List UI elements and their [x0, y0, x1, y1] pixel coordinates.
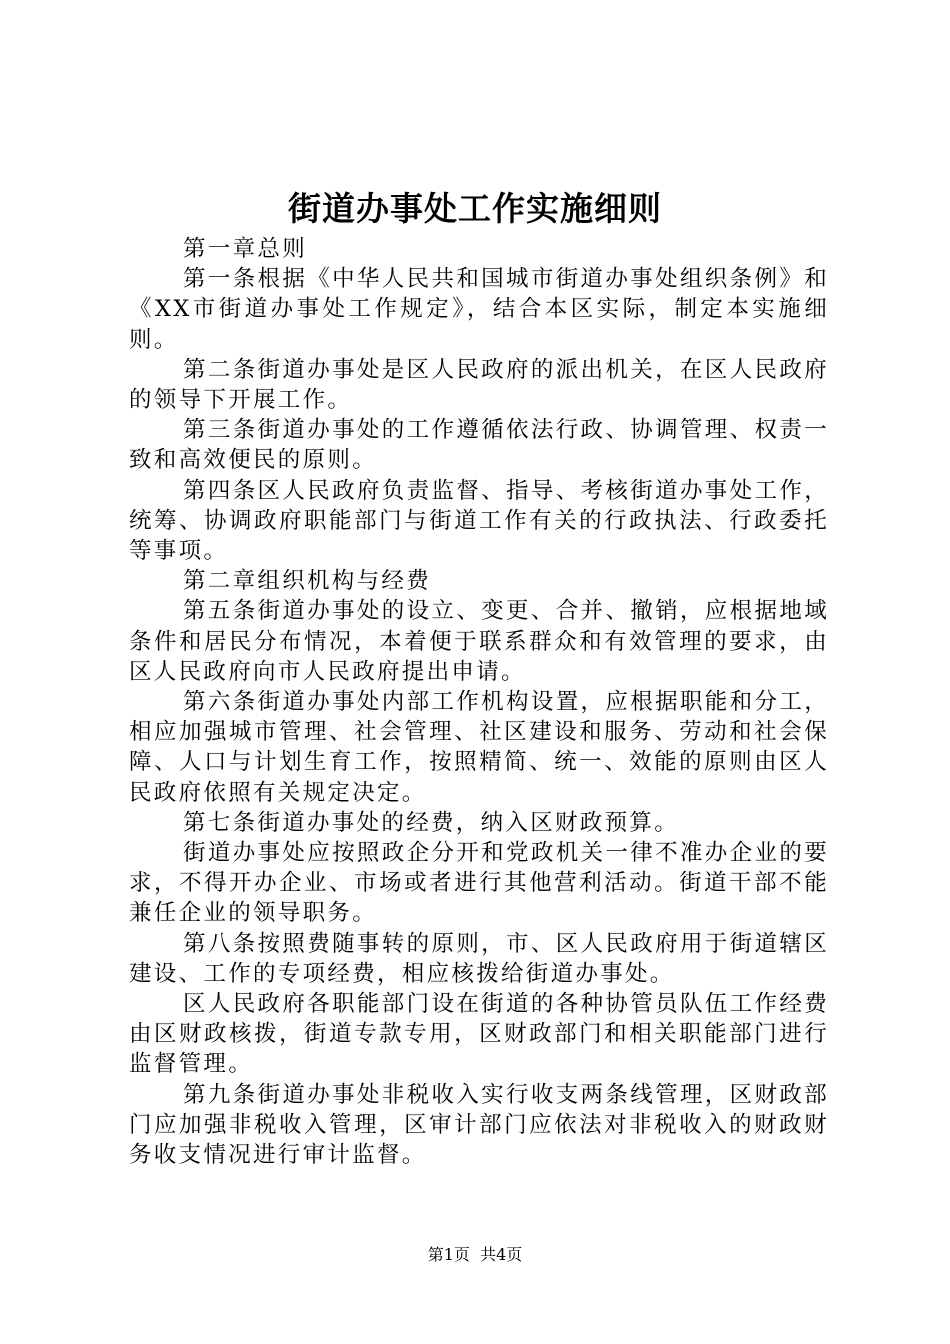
chapter-heading: 第二章组织机构与经费 [183, 568, 432, 595]
page-number-footer: 第1页 共4页 [427, 1245, 523, 1264]
article-paragraph: 第七条街道办事处的经费，纳入区财政预算。 [183, 809, 680, 836]
article-paragraph: 第五条街道办事处的设立、变更、合并、撤销，应根据地域条件和居民分布情况，本着便于联系群众和有效管理的要求，由区人民政府向市人民政府提出申请。 [129, 598, 829, 685]
document-body [129, 234, 829, 1170]
article-paragraph: 第一条根据《中华人民共和国城市街道办事处组织条例》和《XX市街道办事处工作规定》，结合本区实际，制定本实施细则。 [129, 266, 829, 353]
article-paragraph: 第八条按照费随事转的原则，市、区人民政府用于街道辖区建设、工作的专项经费，相应核拨给街道办事处。 [129, 930, 829, 987]
article-paragraph: 区人民政府各职能部门设在街道的各种协管员队伍工作经费由区财政核拨，街道专款专用，区财政部门和相关职能部门进行监督管理。 [129, 991, 829, 1078]
article-paragraph: 第二条街道办事处是区人民政府的派出机关，在区人民政府的领导下开展工作。 [129, 356, 829, 414]
article-paragraph: 街道办事处应按照政企分开和党政机关一律不准办企业的要求，不得开办企业、市场或者进行其他营利活动。街道干部不能兼任企业的领导职务。 [129, 840, 829, 927]
article-paragraph: 第六条街道办事处内部工作机构设置，应根据职能和分工，相应加强城市管理、社会管理、社区建设和服务、劳动和社会保障、人口与计划生育工作，按照精简、统一、效能的原则由区人民政府依照有关规定决定。 [129, 689, 829, 806]
chapter-heading: 第一章总则 [183, 236, 308, 262]
article-paragraph: 第九条街道办事处非税收入实行收支两条线管理，区财政部门应加强非税收入管理，区审计部门应依法对非税收入的财政财务收支情况进行审计监督。 [129, 1081, 829, 1169]
article-paragraph: 第三条街道办事处的工作遵循依法行政、协调管理、权责一致和高效便民的原则。 [129, 417, 829, 474]
document-title: 街道办事处工作实施细则 [288, 189, 662, 228]
article-paragraph: 第四条区人民政府负责监督、指导、考核街道办事处工作，统筹、协调政府职能部门与街道工作有关的行政执法、行政委托等事项。 [129, 477, 829, 565]
